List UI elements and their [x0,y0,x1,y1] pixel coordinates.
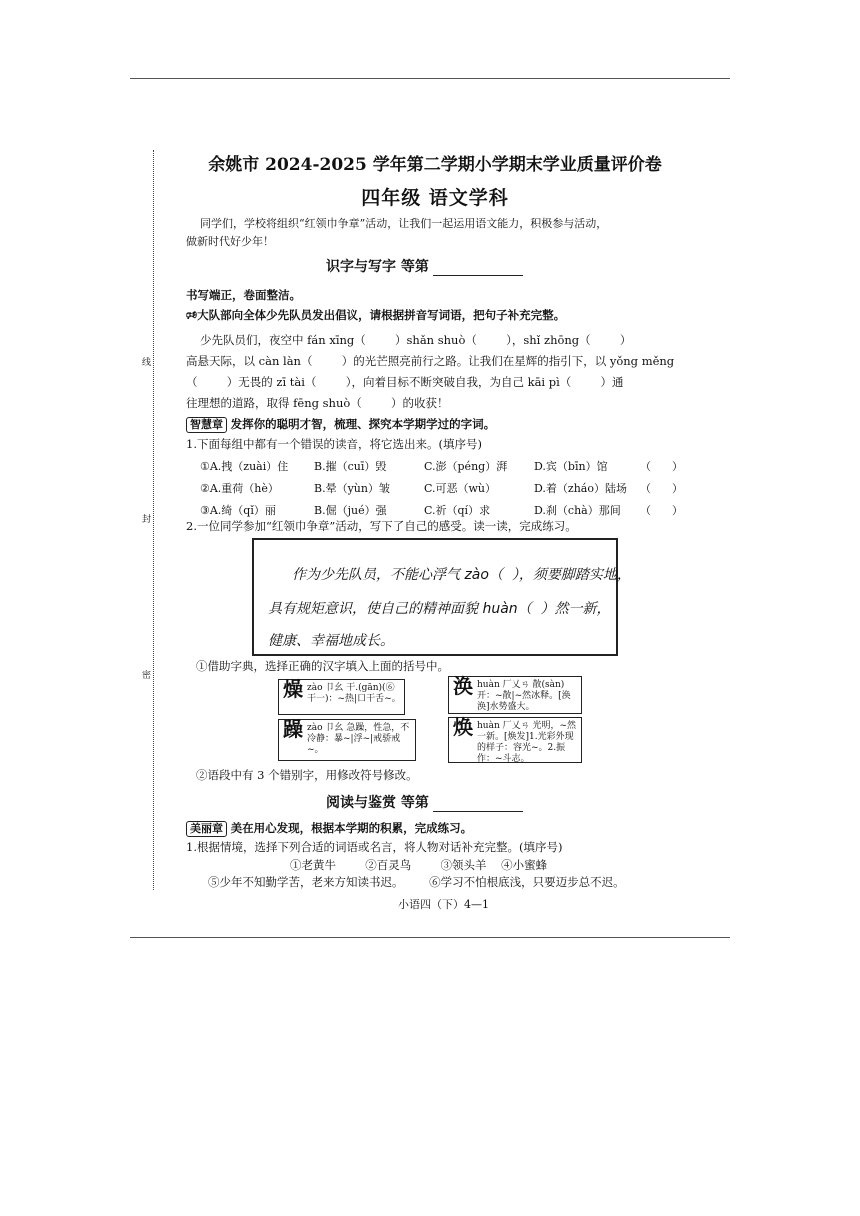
q1-row-3-d: D.刹（chà）那间 [534,504,621,517]
q1-row-3-b: B.倔（jué）强 [314,504,387,517]
margin-label-secret: 密 [142,671,152,681]
section1-title: 识字与写字 等第 [326,259,429,275]
dict-entry-huan-bright [448,717,582,763]
sub-question-1: ①借助字典，选择正确的汉字填入上面的括号中。 [196,659,449,673]
passage-line-2: 高悬天际，以 càn làn（ ）的光芒照亮前行之路。让我们在星辉的指引下，以 yǒng měng [186,354,675,368]
passage-line-4: 往理想的道路，取得 fēng shuò（ ）的收获！ [186,396,449,410]
dict-text-huan-scatter: huàn 厂乂ㄢ 散(sàn)开：~散|~然冰释。[涣涣]水势盛大。 [477,680,571,712]
writing-note: 书写端正，卷面整洁。 [186,288,301,302]
binding-line [153,150,154,890]
q1-row-2-c: C.可恶（wù） [424,482,497,495]
dict-text-zao-dry: zào 卩幺 干.(gān)(⑥干一)：~热|口干舌~。 [307,683,401,704]
badge-line-beauty [186,818,472,838]
exam-subtitle: 四年级 语文学科 [361,187,509,209]
question-2: 2.一位同学参加“红领巾争章”活动，写下了自己的感受。读一读，完成练习。 [186,519,577,533]
dict-entry-zao-dry [278,679,405,715]
exam-title: 余姚市 2024-2025 学年第二学期小学期末学业质量评价卷 [208,155,662,175]
dict-text-zao-rash: zào 卩幺 急躁，性急，不冷静：暴~|浮~|戒骄戒~。 [307,723,410,755]
bottom-rule [130,937,730,938]
dict-entry-zao-rash [278,719,416,761]
handwriting-line-2: 具有规矩意识，使自己的精神面貌 huàn（ ）然一新， [268,601,611,617]
dict-char-huan-bright: 焕 [453,715,473,739]
intro-line-1: 同学们，学校将组织“红领巾争章”活动，让我们一起运用语文能力，积极参与活动， [200,217,608,230]
call-to-action: 🕫大队部向全体少先队员发出倡议，请根据拼音写词语，把句子补充完整。 [186,308,566,322]
margin-label-seal: 封 [142,515,152,525]
passage-line-3: （ ）无畏的 zī tài（ ），向着目标不断突破自我，为自己 kāi pì（ ）通 [186,375,624,389]
badge-wisdom-text: 发挥你的聪明才智，梳理、探究本学期学过的字词。 [230,417,496,431]
q1-row-1-b: B.摧（cuī）毁 [314,460,387,473]
q1-row-3-answer[interactable]: （ ） [640,504,683,517]
intro-line-2: 做新时代好少年！ [186,235,274,248]
section2-title: 阅读与鉴赏 等第 [326,795,429,811]
top-rule [130,78,730,79]
q1-row-3-c: C.祈（qí）求 [424,504,491,517]
margin-label-line: 线 [142,358,152,368]
options-sayings: ⑤少年不知勤学苦，老来方知读书迟。 ⑥学习不怕根底浅，只要迈步总不迟。 [208,875,625,889]
section1-heading [326,256,523,276]
q1-row-3-a: ③A.绮（qǐ）丽 [200,504,276,517]
dict-char-huan-scatter: 涣 [453,674,473,698]
section2-question-1: 1.根据情境，选择下列合适的词语或名言，将人物对话补充完整。(填序号) [186,840,563,854]
handwriting-line-1: 作为少先队员，不能心浮气 zào（ ），须要脚踏实地， [292,567,631,583]
badge-beauty-text: 美在用心发现，根据本学期的积累，完成练习。 [230,821,473,835]
q1-row-2-answer[interactable]: （ ） [640,482,683,495]
q1-row-1-c: C.澎（péng）湃 [424,460,508,473]
dict-text-huan-bright: huàn 厂乂ㄢ 光明，~然一新。[焕发]1.光彩外现的样子：容光~。2.振作：~斗志。 [477,721,577,764]
dict-entry-huan-scatter [448,676,582,714]
badge-line-wisdom [186,414,495,434]
sub-question-2: ②语段中有 3 个错别字，用修改符号修改。 [196,768,418,782]
dict-char-zao-dry: 燥 [283,677,303,701]
handwriting-line-3: 健康、幸福地成长。 [268,633,394,649]
section2-heading [326,792,523,812]
q1-row-1-answer[interactable]: （ ） [640,460,683,473]
q1-row-1-a: ①A.拽（zuài）住 [200,460,289,473]
q1-row-1-d: D.宾（bīn）馆 [534,460,608,473]
question-1: 1.下面每组中都有一个错误的读音，将它选出来。(填序号) [186,437,482,451]
grade-blank-2[interactable] [433,797,523,812]
badge-wisdom: 智慧章 [186,417,227,433]
dict-char-zao-rash: 躁 [283,717,303,741]
badge-beauty: 美丽章 [186,821,227,837]
page-footer: 小语四（下）4—1 [398,898,489,911]
q1-row-2-a: ②A.重荷（hè） [200,482,279,495]
options-words: ①老黄牛 ②百灵鸟 ③领头羊 ④小蜜蜂 [290,858,548,872]
grade-blank-1[interactable] [433,261,523,276]
handwriting-box [252,538,631,656]
q1-row-2-b: B.晕（yùn）皱 [314,482,390,495]
q1-row-2-d: D.着（zháo）陆场 [534,482,627,495]
passage-line-1: 少先队员们，夜空中 fán xīng（ ）shǎn shuò（ ），shǐ zhōng（ ） [200,333,632,347]
